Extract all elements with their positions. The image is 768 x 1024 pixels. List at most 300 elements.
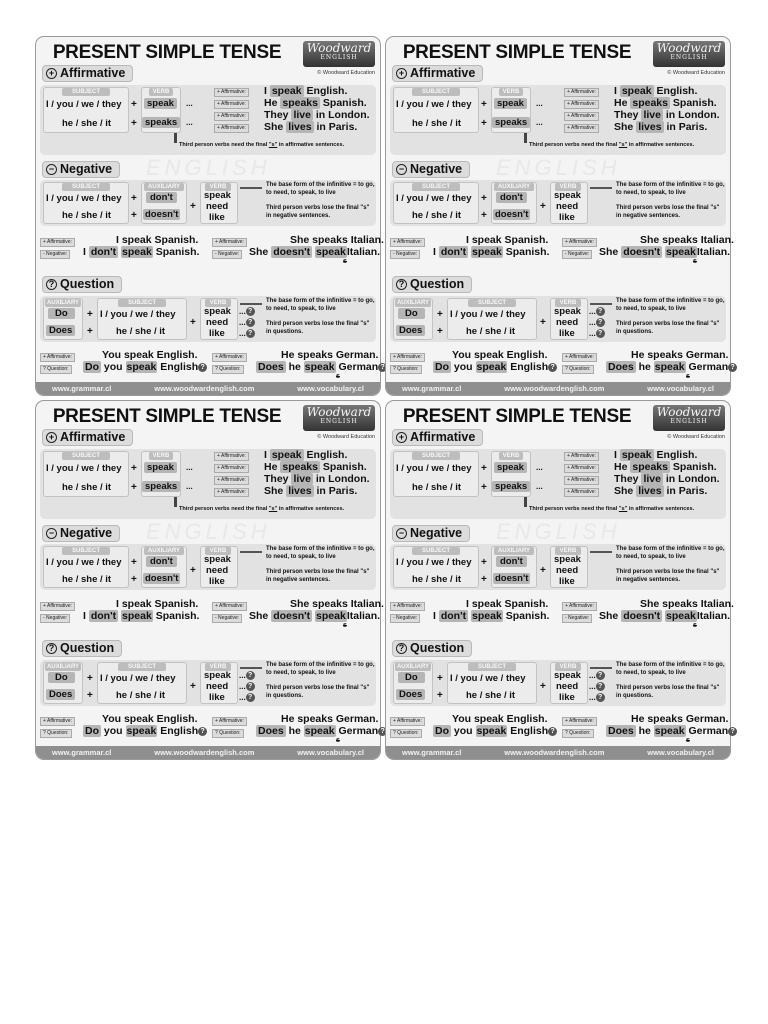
card-title: PRESENT SIMPLE TENSE [52,42,282,63]
card-title: PRESENT SIMPLE TENSE [52,406,282,427]
affirmative-tag: + Affirmative: [390,353,425,362]
question-aff-example-2: He speaks German. [281,349,379,361]
watermark: ENGLISH [496,155,621,180]
question-panel [390,660,726,706]
affirmative-panel [390,449,726,519]
negative-tag: - Negative: [212,614,242,623]
question-aff-example-1: You speak English. [452,349,548,361]
plus-sign: + [131,99,137,110]
negative-aff-example-2: She speaks Italian. [640,598,734,610]
affirmative-tag: + Affirmative: [212,602,247,611]
plus-sign: + [481,118,487,129]
question-mark-icon: ? [548,363,557,372]
arrow-up-icon [524,497,527,507]
negative-verb-2: need [206,565,229,576]
question-mark-icon: ? [596,329,605,338]
ellipsis: ... [536,118,543,127]
example-subject: you [103,361,123,373]
affirmative-subject-2: he / she / it [62,482,112,493]
footer-link[interactable]: www.vocabulary.cl [297,748,364,757]
question-mark-icon: ? [198,363,207,372]
example-verb: speak [666,610,696,622]
negative-rule-note: Third person verbs lose the final "s" in negative sentences. [266,205,370,219]
question-panel [390,296,726,342]
affirmative-panel [390,85,726,155]
example-verb: speak [304,725,335,737]
footer-link[interactable]: www.grammar.cl [402,748,462,757]
negative-tag: - Negative: [390,250,420,259]
example-subject: They [614,109,639,121]
negative-aux-2: doesn't [145,573,179,584]
question-aux-2: Does [396,325,425,336]
negative-example-1 [433,246,549,258]
negative-heading-label: Negative [410,162,463,176]
example-aux: Do [85,361,99,373]
question-mark-icon: ? [246,671,255,680]
question-mark-icon: ? [596,318,605,327]
example-subject: They [264,109,289,121]
example-rest: English [160,725,199,737]
example-rest: German [338,725,379,737]
affirmative-tag: + Affirmative: [40,353,75,362]
negative-aux-header: AUXILIARY [144,183,184,191]
note-text: Third person verbs need the final [179,506,268,512]
minus-icon: − [396,164,407,175]
question-mark-icon: ? [378,363,387,372]
example-aux: don't [90,610,117,622]
question-verb-1: speak [554,306,581,317]
logo-name: Woodward [656,405,722,419]
example-subject: I [83,610,86,622]
example-verb: speaks [632,97,668,109]
negative-example-2 [599,246,730,258]
affirmative-heading [392,429,483,446]
dropped-s-mark: s [343,622,347,629]
example-rest: in Paris. [666,485,708,497]
example-rest: Spanish. [155,246,200,258]
question-rule-note: Third person verbs lose the final "s" in questions. [266,685,370,699]
negative-example-1 [83,246,199,258]
dropped-s-mark: s [693,622,697,629]
example-rest: Spanish. [322,97,367,109]
example-subject: I [264,85,267,97]
grammar-card [385,36,735,396]
question-ellipsis: ... ? [589,307,605,316]
ellipsis: ... [536,482,543,491]
negative-verb-header: VERB [205,547,231,555]
plus-sign: + [190,565,196,576]
example-rest: German [688,725,729,737]
dropped-s-mark: s [336,373,340,380]
affirmative-heading [42,65,133,82]
affirmative-verb-1: speak [494,98,527,109]
question-tag: ? Question: [390,365,422,374]
affirmative-note [529,506,694,514]
question-aff-example-2: He speaks German. [631,713,729,725]
question-mark-icon: ? [246,307,255,316]
negative-example-2 [599,610,730,622]
plus-sign: + [481,99,487,110]
example-subject: He [614,461,628,473]
example-rest: German [688,361,729,373]
negative-tag: - Negative: [40,250,70,259]
negative-heading [42,525,120,542]
affirmative-panel [40,85,376,155]
negative-aff-example-1: I speak Spanish. [116,598,199,610]
affirmative-tag: + Affirmative: [40,602,75,611]
affirmative-example-3 [264,473,370,485]
question-heading-label: Question [410,641,465,655]
dropped-s-mark: s [693,258,697,265]
example-rest: Spanish. [505,246,550,258]
plus-sign: + [131,193,137,204]
question-ellipsis: ... ? [589,671,605,680]
footer-link[interactable]: www.woodwardenglish.com [504,384,605,393]
example-rest: English [510,725,549,737]
affirmative-subject-header: SUBJECT [412,452,460,460]
question-subject-header: SUBJECT [118,663,166,671]
plus-sign: + [131,118,137,129]
affirmative-heading-label: Affirmative [410,430,476,444]
example-rest: English [510,361,549,373]
logo-name: Woodward [306,405,372,419]
copyright: © Woodward Education [667,434,725,440]
negative-aux-header: AUXILIARY [494,547,534,555]
example-verb: speaks [282,97,318,109]
question-aff-example-1: You speak English. [102,349,198,361]
negative-example-1 [83,610,199,622]
example-aux: doesn't [273,246,311,258]
footer-bar [36,746,380,759]
question-subject-1: I / you / we / they [100,309,176,320]
note-bold: affirmative sentences. [285,142,345,148]
copyright: © Woodward Education [667,70,725,76]
example-verb: speak [126,725,157,737]
affirmative-example-3 [614,473,720,485]
negative-verb-header: VERB [205,183,231,191]
note-text: Third person verbs need the final [529,142,618,148]
question-mark-icon: ? [378,727,387,736]
affirmative-heading [42,429,133,446]
footer-link[interactable]: www.vocabulary.cl [647,384,714,393]
example-subject: you [103,725,123,737]
example-verb: speak [472,246,502,258]
negative-panel [390,544,726,590]
plus-sign: + [437,690,443,701]
logo-sub: ENGLISH [670,54,708,61]
question-mark-icon: ? [548,727,557,736]
negative-verb-1: speak [554,190,581,201]
affirmative-note [529,142,694,150]
example-rest: in Paris. [666,121,708,133]
example-aux: doesn't [623,610,661,622]
plus-sign: + [131,210,137,221]
question-example-1 [433,725,557,737]
question-rule-note: Third person verbs lose the final "s" in questions. [616,321,720,335]
negative-verb-1: speak [554,554,581,565]
affirmative-tag: + Affirmative: [564,112,599,121]
plus-sign: + [87,309,93,320]
logo-name: Woodward [306,41,372,55]
question-heading [392,640,472,657]
footer-link[interactable]: www.woodwardenglish.com [154,384,255,393]
negative-subject-1: I / you / we / they [46,193,122,204]
worksheet-grid [35,36,735,760]
example-rest: in London. [665,109,720,121]
affirmative-tag: + Affirmative: [214,476,249,485]
example-aux: Does [608,361,634,373]
affirmative-verb-1: speak [144,462,177,473]
example-rest: English. [306,449,348,461]
negative-heading [392,525,470,542]
arrow-up-icon [174,497,177,507]
negative-tag: - Negative: [212,250,242,259]
affirmative-example-2 [614,97,717,109]
example-subject: She [264,485,284,497]
negative-heading [392,161,470,178]
example-subject: She [249,246,269,258]
affirmative-verb-header: VERB [149,452,173,460]
example-rest: Spanish. [672,461,717,473]
affirmative-tag: + Affirmative: [40,717,75,726]
plus-sign: + [131,463,137,474]
example-verb: live [643,473,661,485]
ellipsis: ... [186,463,193,472]
footer-link[interactable]: www.woodwardenglish.com [504,748,605,757]
affirmative-example-1 [614,449,697,461]
example-aux: Does [608,725,634,737]
question-verb-3: like [559,328,575,339]
negative-aux-2: doesn't [495,209,529,220]
negative-subject-header: SUBJECT [412,547,460,555]
question-verb-2: need [556,681,579,692]
note-text: Third person verbs need the final [179,142,268,148]
negative-subject-2: he / she / it [62,210,112,221]
footer-link[interactable]: www.woodwardenglish.com [154,748,255,757]
question-ellipsis: ... ? [589,693,605,702]
question-mark-icon: ? [728,727,737,736]
footer-link[interactable]: www.grammar.cl [52,748,112,757]
example-subject: She [599,610,619,622]
dropped-s-mark: s [343,258,347,265]
plus-sign: + [87,326,93,337]
affirmative-tag: + Affirmative: [390,717,425,726]
footer-link[interactable]: www.vocabulary.cl [647,748,714,757]
question-subject-2: he / she / it [116,326,166,337]
woodward-logo [653,41,725,67]
question-aux-header: AUXILIARY [396,300,430,306]
dropped-s-mark: s [686,373,690,380]
negative-subject-1: I / you / we / they [396,193,472,204]
affirmative-tag: + Affirmative: [564,124,599,133]
footer-link[interactable]: www.vocabulary.cl [297,384,364,393]
plus-sign: + [481,193,487,204]
example-rest: English [160,361,199,373]
example-verb: speak [654,361,685,373]
question-icon: ? [46,643,57,654]
negative-heading-label: Negative [410,526,463,540]
question-tag: ? Question: [562,729,594,738]
question-verb-1: speak [554,670,581,681]
footer-link[interactable]: www.grammar.cl [402,384,462,393]
affirmative-note [179,142,344,150]
example-rest: Italian. [696,246,731,258]
example-verb: speak [476,725,507,737]
negative-aux-1: don't [146,192,177,203]
question-mark-icon: ? [596,682,605,691]
negative-infinitive-note: The base form of the infinitive = to go, to need, to speak, to live [616,182,725,196]
negative-tag: - Negative: [562,614,592,623]
plus-sign: + [481,574,487,585]
affirmative-example-4 [264,485,357,497]
example-verb: speak [654,725,685,737]
note-text: in [628,142,634,148]
example-verb: live [293,109,311,121]
negative-panel [40,544,376,590]
question-ellipsis: ... ? [589,318,605,327]
example-verb: lives [638,121,662,133]
question-example-2 [606,725,737,737]
example-verb: speak [666,246,696,258]
negative-aff-example-1: I speak Spanish. [116,234,199,246]
question-subject-1: I / you / we / they [450,673,526,684]
negative-rule-note: Third person verbs lose the final "s" in negative sentences. [616,569,720,583]
example-aux: don't [440,246,467,258]
question-icon: ? [396,643,407,654]
affirmative-example-4 [264,121,357,133]
question-example-1 [433,361,557,373]
question-heading-label: Question [60,641,115,655]
plus-sign: + [437,309,443,320]
grammar-card [35,36,385,396]
negative-aff-example-2: She speaks Italian. [290,234,384,246]
ellipsis: ... [186,118,193,127]
arrow-left-icon [590,187,612,189]
affirmative-subject-1: I / you / we / they [396,99,472,110]
negative-verb-3: like [559,212,575,223]
negative-example-1 [433,610,549,622]
footer-bar [36,382,380,395]
question-verb-1: speak [204,306,231,317]
negative-heading-label: Negative [60,526,113,540]
question-mark-icon: ? [246,318,255,327]
affirmative-tag: + Affirmative: [40,238,75,247]
question-subject-1: I / you / we / they [100,673,176,684]
affirmative-example-3 [264,109,370,121]
example-verb: speak [122,610,152,622]
affirmative-example-4 [614,485,707,497]
minus-icon: − [46,164,57,175]
example-rest: in Paris. [316,485,358,497]
question-subject-2: he / she / it [116,690,166,701]
example-rest: Spanish. [672,97,717,109]
affirmative-tag: + Affirmative: [214,488,249,497]
arrow-left-icon [590,667,612,669]
footer-link[interactable]: www.grammar.cl [52,384,112,393]
question-panel [40,660,376,706]
example-verb: speaks [282,461,318,473]
note-text: in [278,142,284,148]
example-verb: speak [316,246,346,258]
affirmative-example-1 [614,85,697,97]
plus-sign: + [87,690,93,701]
negative-tag: - Negative: [40,614,70,623]
question-aff-example-2: He speaks German. [281,713,379,725]
question-subject-header: SUBJECT [118,299,166,307]
affirmative-example-1 [264,449,347,461]
affirmative-verb-header: VERB [149,88,173,96]
arrow-left-icon [590,551,612,553]
question-verb-3: like [209,692,225,703]
example-subject: He [264,97,278,109]
example-subject: he [638,361,651,373]
example-rest: in Paris. [316,121,358,133]
question-mark-icon: ? [246,329,255,338]
example-subject: I [433,246,436,258]
plus-sign: + [131,557,137,568]
logo-name: Woodward [656,41,722,55]
example-rest: English. [656,85,698,97]
question-heading [42,276,122,293]
question-ellipsis: ... ? [239,682,255,691]
affirmative-tag: + Affirmative: [564,452,599,461]
example-subject: He [614,97,628,109]
example-aux: doesn't [623,246,661,258]
example-rest: Italian. [346,246,381,258]
negative-aff-example-2: She speaks Italian. [640,234,734,246]
example-subject: They [264,473,289,485]
example-rest: in London. [665,473,720,485]
question-heading [392,276,472,293]
example-verb: speak [271,449,302,461]
affirmative-verb-1: speak [144,98,177,109]
plus-sign: + [437,326,443,337]
question-aux-1: Do [398,308,425,319]
example-rest: Spanish. [505,610,550,622]
negative-verb-2: need [206,201,229,212]
affirmative-subject-header: SUBJECT [62,452,110,460]
affirmative-tag: + Affirmative: [562,238,597,247]
negative-tag: - Negative: [390,614,420,623]
example-verb: speak [621,85,652,97]
negative-verb-3: like [559,576,575,587]
question-verb-1: speak [204,670,231,681]
plus-sign: + [540,201,546,212]
note-bold: affirmative sentences. [635,506,695,512]
copyright: © Woodward Education [317,70,375,76]
affirmative-example-2 [264,461,367,473]
note-bold: affirmative sentences. [285,506,345,512]
question-verb-3: like [559,692,575,703]
question-subject-header: SUBJECT [468,299,516,307]
question-aux-header: AUXILIARY [46,300,80,306]
negative-aux-header: AUXILIARY [144,547,184,555]
negative-example-2 [249,246,380,258]
plus-icon: + [396,432,407,443]
affirmative-tag: + Affirmative: [214,88,249,97]
negative-infinitive-note: The base form of the infinitive = to go, to need, to speak, to live [616,546,725,560]
affirmative-tag: + Affirmative: [390,238,425,247]
question-aux-header: AUXILIARY [46,664,80,670]
plus-sign: + [540,317,546,328]
question-verb-2: need [206,681,229,692]
woodward-logo [303,405,375,431]
question-ellipsis: ... ? [239,318,255,327]
plus-sign: + [131,574,137,585]
example-verb: speak [316,610,346,622]
ellipsis: ... [186,99,193,108]
arrow-left-icon [240,551,262,553]
